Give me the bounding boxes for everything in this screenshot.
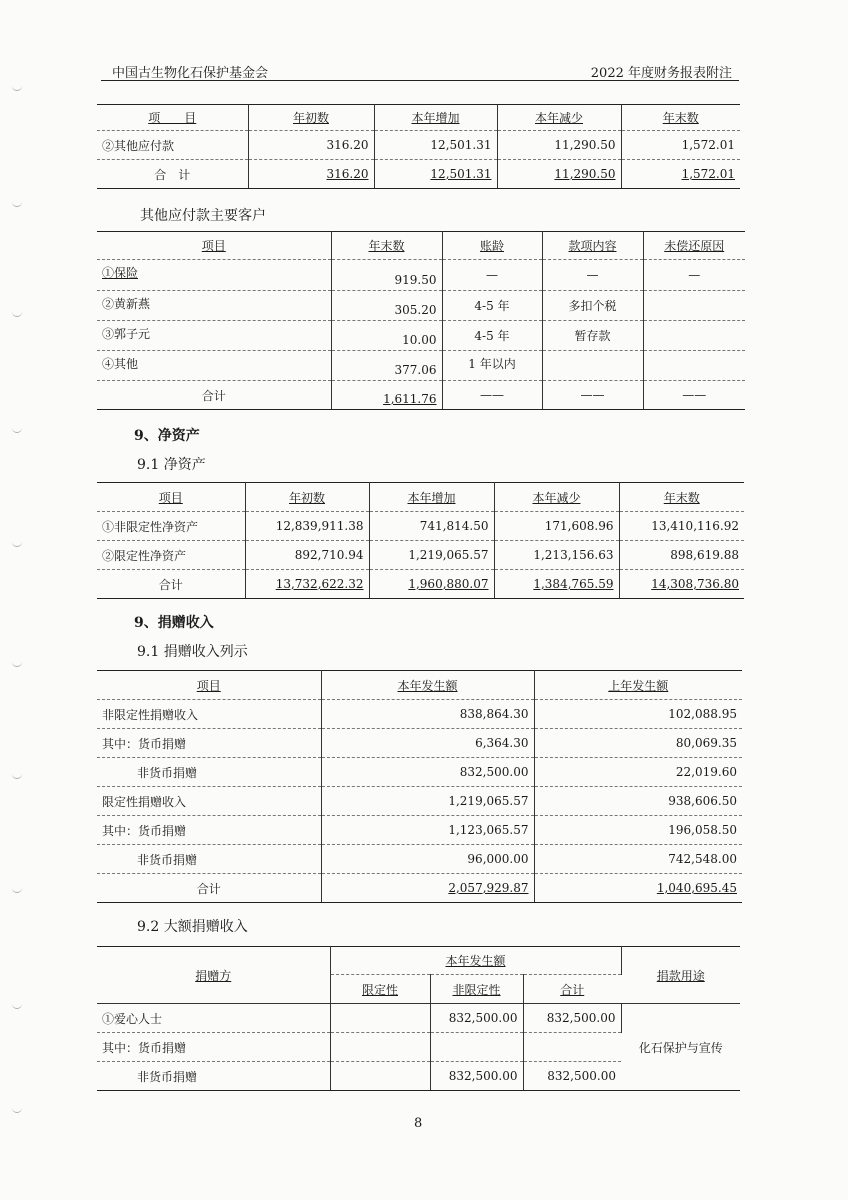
table-cell <box>331 232 442 260</box>
table-cell: 6,364.30 <box>321 729 534 758</box>
cell-text: 1,040,695.45 <box>656 881 737 895</box>
table-total-row <box>97 874 742 903</box>
subsection-title-net-assets: 9.1 净资产 <box>137 457 206 473</box>
cell-text: 非限定性 <box>452 982 501 997</box>
table-cell: 暂存款 <box>542 321 643 351</box>
table-cell: 11,290.50 <box>497 131 621 160</box>
section-title-net-assets: 9、净资产 <box>134 428 200 444</box>
table-cell: 832,500.00 <box>321 758 534 787</box>
cell-text: 316.20 <box>326 167 369 181</box>
table-cell: 741,814.50 <box>369 512 494 541</box>
net-assets-table <box>97 482 744 599</box>
table-row <box>97 816 742 845</box>
col-header-current: 本年发生额 <box>445 954 506 968</box>
binder-hole-mark <box>12 200 22 207</box>
cell-text: 年末数 <box>368 239 405 253</box>
table-cell <box>321 671 534 700</box>
cell-text: 项目 <box>201 239 226 253</box>
table-cell <box>523 975 621 1004</box>
table-cell <box>245 483 369 512</box>
purpose-cell: 化石保护与宣传 <box>621 1004 740 1091</box>
table-cell <box>369 483 494 512</box>
table-cell: 10.00 <box>331 321 442 351</box>
table-cell: 196,058.50 <box>534 816 742 845</box>
table-cell: 305.20 <box>331 291 442 321</box>
table-cell <box>643 351 745 381</box>
table-cell <box>330 1062 430 1091</box>
cell-text: 本年减少 <box>534 111 583 125</box>
table-cell <box>331 381 442 410</box>
table-cell: 838,864.30 <box>321 700 534 729</box>
table-cell: 其中：货币捐赠 <box>97 816 321 845</box>
binder-hole-mark <box>12 886 22 893</box>
table-cell <box>621 947 740 1004</box>
cell-text: 年末数 <box>662 111 699 125</box>
table-row <box>97 787 742 816</box>
table-cell <box>494 483 619 512</box>
table-row <box>97 845 742 874</box>
table-cell <box>643 321 745 351</box>
table-cell <box>321 874 534 903</box>
table-cell: 919.50 <box>331 260 442 291</box>
table-cell <box>523 1033 621 1062</box>
table-cell: 938,606.50 <box>534 787 742 816</box>
table-cell: 非货币捐赠 <box>97 1062 330 1091</box>
cell-text: 项目 <box>158 490 183 505</box>
table-row <box>97 758 742 787</box>
table-cell <box>369 570 494 599</box>
table-row <box>97 321 745 351</box>
other-payables-table <box>97 104 740 189</box>
table-cell: 832,500.00 <box>523 1004 621 1033</box>
cell-text: 1,611.76 <box>383 392 437 406</box>
table-cell: 80,069.35 <box>534 729 742 758</box>
table-cell: 1,123,065.57 <box>321 816 534 845</box>
table-cell: — <box>643 260 745 291</box>
col-header-donor: 捐赠方 <box>195 968 232 983</box>
table-cell <box>643 232 745 260</box>
header-org-name: 中国古生物化石保护基金会 <box>112 66 269 81</box>
table-cell: 22,019.60 <box>534 758 742 787</box>
cell-text: 年初数 <box>288 490 325 505</box>
page-number: 8 <box>414 1116 423 1131</box>
table-cell: 合计 <box>97 874 321 903</box>
table-cell <box>330 975 430 1004</box>
binder-hole-mark <box>12 1002 22 1009</box>
table-cell: —— <box>442 381 542 410</box>
cell-text: 账龄 <box>479 239 504 253</box>
table-cell: 4-5 年 <box>442 321 542 351</box>
table-cell: 832,500.00 <box>430 1004 523 1033</box>
table-header-row <box>97 232 745 260</box>
cell-text: 款项内容 <box>568 239 617 253</box>
table-cell: —— <box>542 381 643 410</box>
table-row <box>97 1004 740 1033</box>
table-header-row <box>97 947 740 975</box>
binder-hole-mark <box>12 540 22 547</box>
table-cell: 898,619.88 <box>619 541 744 570</box>
cell-text: 项 目 <box>148 111 197 125</box>
table-cell <box>494 570 619 599</box>
header-report-title: 2022 年度财务报表附注 <box>590 66 732 81</box>
binder-hole-mark <box>12 660 22 667</box>
table-cell: 316.20 <box>248 131 374 160</box>
table-cell: 其中：货币捐赠 <box>97 729 321 758</box>
table-cell: 832,500.00 <box>430 1062 523 1091</box>
table-cell <box>330 947 621 975</box>
binder-hole-mark <box>12 772 22 779</box>
subsection-title-large-donation: 9.2 大额捐赠收入 <box>137 919 248 935</box>
table-cell <box>97 232 331 260</box>
table-cell <box>442 232 542 260</box>
col-header <box>497 105 621 131</box>
table-cell <box>430 975 523 1004</box>
table-cell <box>643 291 745 321</box>
table-total-row <box>97 381 745 410</box>
table-cell <box>97 260 331 291</box>
table-row <box>97 291 745 321</box>
cell-text: 1,960,880.07 <box>408 577 489 591</box>
binder-hole-mark <box>12 426 22 433</box>
table-cell <box>619 570 744 599</box>
table-total-row <box>97 570 744 599</box>
cell-text: 限定性 <box>361 982 398 997</box>
table-cell <box>542 351 643 381</box>
table-cell: 12,839,911.38 <box>245 512 369 541</box>
table-cell: 12,501.31 <box>374 131 497 160</box>
table-cell <box>621 160 740 189</box>
cell-text: 本年增加 <box>411 111 460 125</box>
table-cell <box>374 160 497 189</box>
binder-hole-mark <box>12 310 22 317</box>
table-row <box>97 700 742 729</box>
cell-text: 13,732,622.32 <box>275 577 364 591</box>
binder-hole-mark <box>12 1106 22 1113</box>
table-cell: — <box>542 260 643 291</box>
table-cell <box>330 1033 430 1062</box>
header-rule <box>101 80 739 81</box>
table-cell <box>97 671 321 700</box>
col-header <box>374 105 497 131</box>
col-header <box>248 105 374 131</box>
table-header-row <box>97 105 740 131</box>
table-cell: 832,500.00 <box>523 1062 621 1091</box>
col-header-purpose: 捐款用途 <box>656 968 705 983</box>
binder-hole-mark <box>12 84 22 91</box>
table-row <box>97 541 744 570</box>
cell-text: 项目 <box>196 678 221 693</box>
cell-text: 本年增加 <box>407 490 456 505</box>
table-row <box>97 131 740 160</box>
table-total-row <box>97 160 740 189</box>
table-cell: 1,572.01 <box>621 131 740 160</box>
table-cell <box>534 671 742 700</box>
table-cell: 1 年以内 <box>442 351 542 381</box>
table-cell: ③郭子元 <box>97 321 331 351</box>
table-cell: 合计 <box>97 570 245 599</box>
cell-text: 本年减少 <box>532 490 581 505</box>
table-header-row <box>97 671 742 700</box>
table-cell <box>245 570 369 599</box>
table-cell: ①爱心人士 <box>97 1004 330 1033</box>
table-cell: 1,219,065.57 <box>369 541 494 570</box>
table-cell: 13,410,116.92 <box>619 512 744 541</box>
table-cell <box>330 1004 430 1033</box>
cell-text: 1,384,765.59 <box>533 577 614 591</box>
cell-text: 合计 <box>560 982 585 997</box>
table-cell <box>97 947 330 1004</box>
table-cell <box>542 232 643 260</box>
large-donation-table <box>97 946 740 1091</box>
cell-text: 未偿还原因 <box>664 239 725 253</box>
section-title-customers: 其他应付款主要客户 <box>140 208 266 224</box>
cell-text: ①保险 <box>102 266 139 280</box>
table-cell <box>430 1033 523 1062</box>
section-title-donation: 9、捐赠收入 <box>134 615 214 631</box>
table-cell: 多扣个税 <box>542 291 643 321</box>
table-cell: 377.06 <box>331 351 442 381</box>
table-cell: ②限定性净资产 <box>97 541 245 570</box>
cell-text: 年末数 <box>663 490 700 505</box>
cell-text: 14,308,736.80 <box>651 577 739 591</box>
table-cell <box>97 483 245 512</box>
table-cell: 1,219,065.57 <box>321 787 534 816</box>
cell-text: 本年发生额 <box>397 678 458 693</box>
table-cell: 4-5 年 <box>442 291 542 321</box>
cell-text: 上年发生额 <box>608 678 669 693</box>
table-cell: ②黄新燕 <box>97 291 331 321</box>
table-cell: 171,608.96 <box>494 512 619 541</box>
cell-text: 11,290.50 <box>554 167 616 181</box>
table-cell: 其中：货币捐赠 <box>97 1033 330 1062</box>
table-cell: 742,548.00 <box>534 845 742 874</box>
cell-text: 2,057,929.87 <box>448 881 529 895</box>
table-cell: 限定性捐赠收入 <box>97 787 321 816</box>
table-row <box>97 260 745 291</box>
subsection-title-donation: 9.1 捐赠收入列示 <box>137 644 248 660</box>
table-cell: ①非限定性净资产 <box>97 512 245 541</box>
table-cell <box>248 160 374 189</box>
table-cell: ②其他应付款 <box>97 131 248 160</box>
table-row <box>97 351 745 381</box>
table-header-row <box>97 483 744 512</box>
cell-text: 年初数 <box>292 111 329 125</box>
table-cell: 非货币捐赠 <box>97 758 321 787</box>
cell-text: 12,501.31 <box>430 167 492 181</box>
table-cell: 非限定性捐赠收入 <box>97 700 321 729</box>
col-header <box>97 105 248 131</box>
table-cell: 892,710.94 <box>245 541 369 570</box>
donation-income-table <box>97 670 742 903</box>
table-cell: 合 计 <box>97 160 248 189</box>
table-row <box>97 512 744 541</box>
table-cell: —— <box>643 381 745 410</box>
col-header <box>621 105 740 131</box>
table-cell: — <box>442 260 542 291</box>
table-cell <box>497 160 621 189</box>
customers-table <box>97 231 745 410</box>
table-cell: 非货币捐赠 <box>97 845 321 874</box>
cell-text: 1,572.01 <box>681 167 735 181</box>
table-cell: 102,088.95 <box>534 700 742 729</box>
table-cell: 合计 <box>97 381 331 410</box>
table-cell: 1,213,156.63 <box>494 541 619 570</box>
table-cell: ④其他 <box>97 351 331 381</box>
table-row <box>97 729 742 758</box>
table-cell: 96,000.00 <box>321 845 534 874</box>
table-cell <box>534 874 742 903</box>
table-cell <box>619 483 744 512</box>
